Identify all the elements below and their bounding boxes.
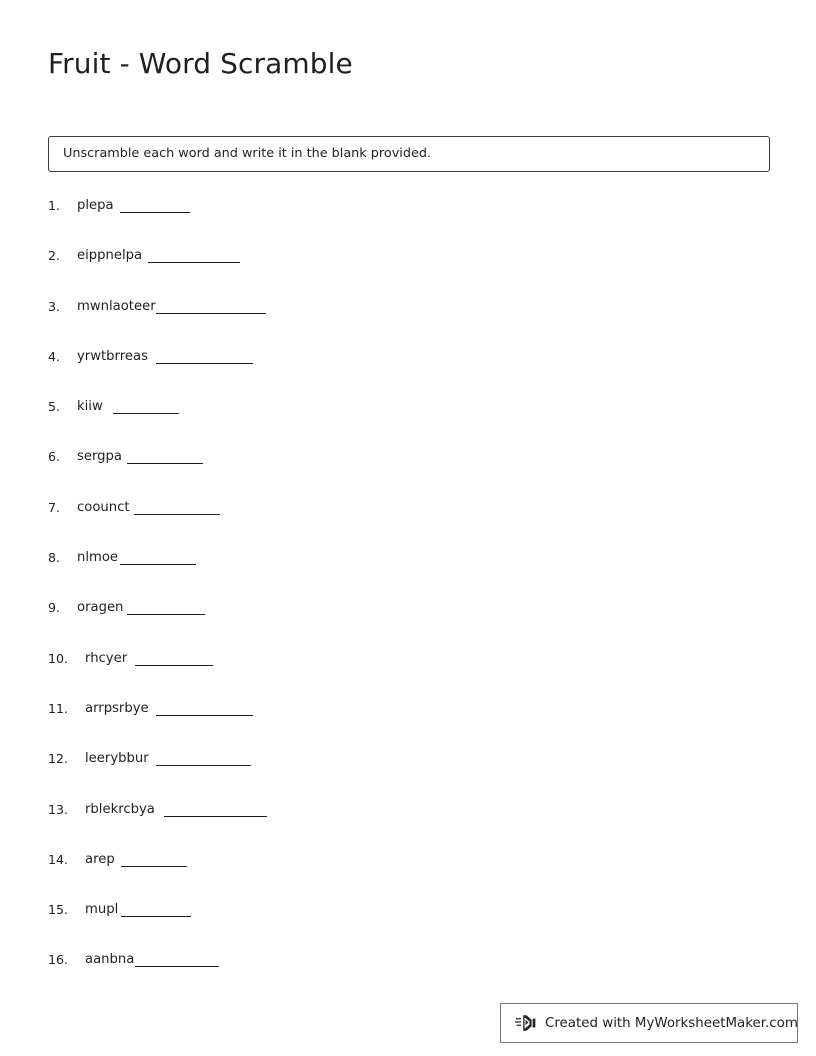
scrambled-word: mupl	[85, 902, 119, 918]
answer-blank[interactable]	[156, 765, 251, 766]
item-number: 1.	[48, 198, 61, 213]
list-item	[48, 550, 778, 600]
answer-blank[interactable]	[134, 514, 220, 515]
scrambled-word: eippnelpa	[77, 248, 143, 264]
answer-blank[interactable]	[127, 614, 205, 615]
item-number: 9.	[48, 600, 61, 616]
answer-blank[interactable]	[121, 866, 187, 867]
scrambled-word: arep	[85, 851, 115, 867]
scrambled-word: coounct	[77, 499, 130, 515]
item-number: 8.	[48, 550, 61, 566]
page-title: Fruit - Word Scramble	[48, 47, 353, 80]
list-item	[48, 701, 778, 751]
answer-blank[interactable]	[135, 665, 213, 666]
item-number: 4.	[48, 348, 61, 364]
scrambled-word: kiiw	[77, 399, 103, 415]
item-number: 7.	[48, 499, 61, 515]
answer-blank[interactable]	[127, 463, 203, 464]
item-number: 10.	[48, 650, 69, 666]
answer-blank[interactable]	[148, 262, 240, 263]
answer-blank[interactable]	[156, 363, 253, 364]
list-item	[48, 952, 778, 1002]
list-item	[48, 802, 778, 852]
instructions-text: Unscramble each word and write it in the blank provided.	[63, 146, 432, 161]
scrambled-word: aanbna	[85, 952, 135, 968]
list-item	[48, 449, 778, 499]
answer-blank[interactable]	[135, 966, 219, 967]
item-number: 6.	[48, 449, 61, 465]
scrambled-word: arrpsrbye	[85, 700, 149, 716]
answer-blank[interactable]	[113, 413, 179, 414]
item-number: 2.	[48, 248, 61, 264]
item-number: 14.	[48, 851, 69, 867]
item-number: 13.	[48, 801, 69, 817]
myworksheetmaker-logo-icon	[515, 1012, 537, 1034]
list-item	[48, 198, 778, 248]
answer-blank[interactable]	[120, 212, 190, 213]
scrambled-word: yrwtbrreas	[77, 348, 148, 364]
answer-blank[interactable]	[121, 916, 191, 917]
list-item	[48, 248, 778, 298]
scrambled-word: rblekrcbya	[85, 801, 155, 817]
item-number: 15.	[48, 902, 69, 918]
scrambled-word: sergpa	[77, 449, 122, 465]
scrambled-word: rhcyer	[85, 650, 128, 666]
scrambled-word: plepa	[77, 198, 114, 213]
scrambled-word: mwnlaoteer	[77, 298, 156, 314]
list-item	[48, 600, 778, 650]
list-item	[48, 349, 778, 399]
item-number: 12.	[48, 751, 69, 767]
scrambled-word: nlmoe	[77, 550, 119, 566]
list-item	[48, 651, 778, 701]
item-number: 11.	[48, 700, 69, 716]
item-number: 5.	[48, 399, 61, 415]
item-number: 3.	[48, 298, 61, 314]
list-item	[48, 399, 778, 449]
item-number: 16.	[48, 952, 69, 968]
answer-blank[interactable]	[164, 816, 267, 817]
list-item	[48, 902, 778, 952]
list-item	[48, 500, 778, 550]
scrambled-word: oragen	[77, 600, 124, 616]
scramble-list	[48, 198, 778, 1003]
answer-blank[interactable]	[120, 564, 196, 565]
answer-blank[interactable]	[156, 715, 253, 716]
list-item	[48, 852, 778, 902]
instructions-box	[48, 136, 770, 172]
scrambled-word: leerybbur	[85, 751, 149, 767]
footer-text: Created with MyWorksheetMaker.com	[545, 1015, 798, 1031]
footer-badge[interactable]	[500, 1003, 798, 1043]
list-item	[48, 751, 778, 801]
list-item	[48, 299, 778, 349]
answer-blank[interactable]	[156, 313, 266, 314]
